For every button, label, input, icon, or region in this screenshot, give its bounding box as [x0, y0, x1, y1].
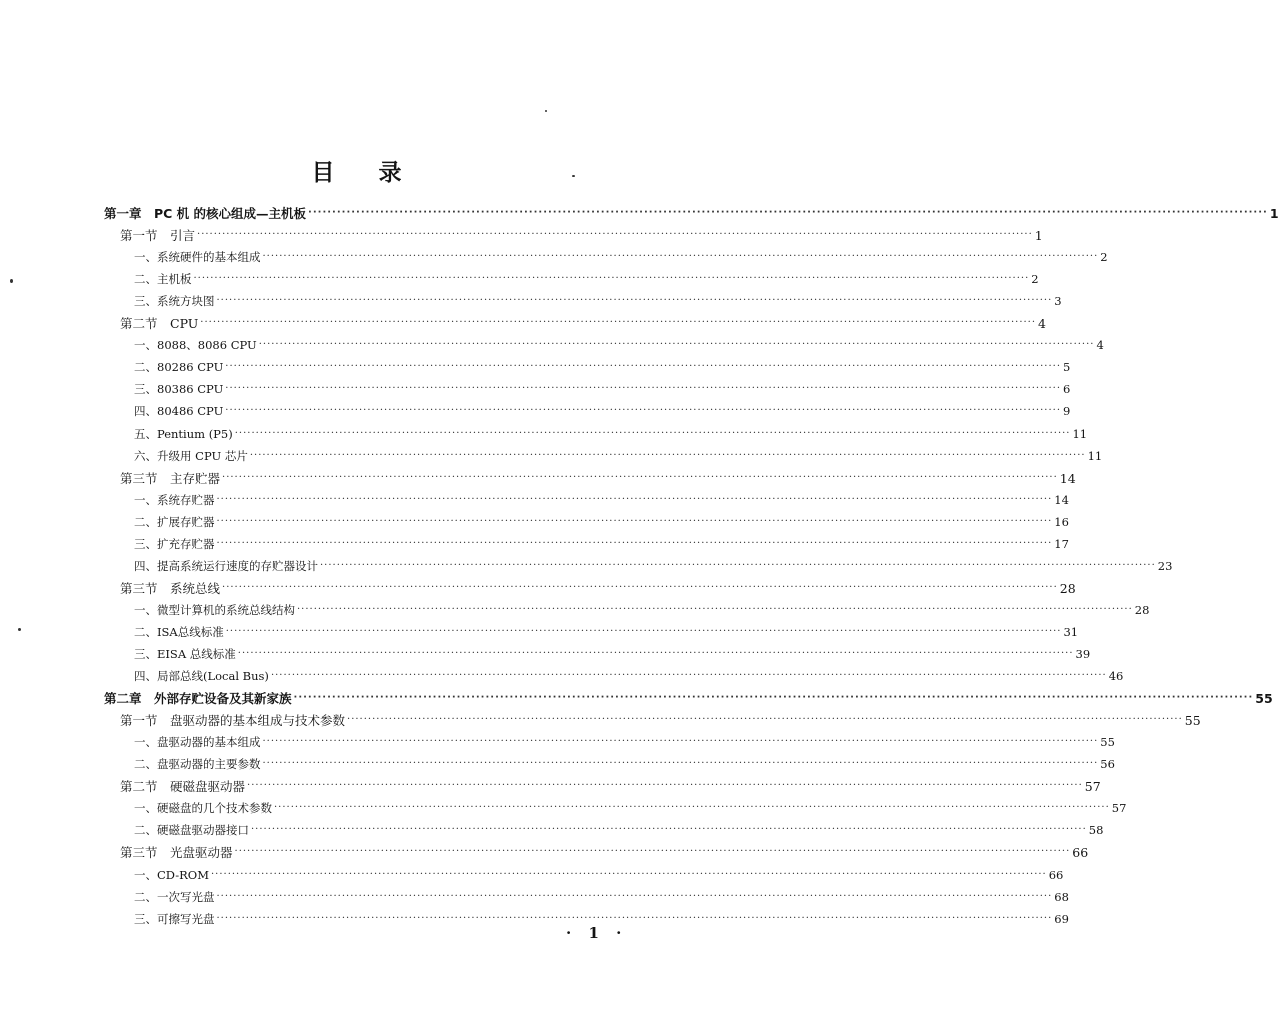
dot-leader: ········································································································································································································ [225, 405, 1062, 417]
toc-entry-label: 第二节 硬磁盘驱动器 [120, 779, 246, 795]
dot-leader: ········································································································································································································ [216, 537, 1053, 549]
dot-leader: ········································································································································································································ [234, 846, 1071, 858]
toc-entry-label: 第三节 系统总线 [120, 580, 221, 596]
dot-leader: ········································································································································································································ [216, 295, 1053, 307]
toc-entry-item [134, 243, 1108, 265]
toc-entry-item [134, 861, 1064, 883]
toc-entry-label: 一、盘驱动器的基本组成 [134, 735, 261, 750]
scan-speck [10, 279, 13, 283]
dot-leader: ········································································································································································································ [225, 625, 1062, 637]
toc-entry-chapter [104, 199, 1279, 221]
dot-leader: ········································································································································································································ [210, 868, 1047, 880]
dot-leader: ········································································································································································································ [297, 603, 1133, 615]
toc-entry-item [134, 331, 1104, 353]
toc-entry-item [134, 552, 1173, 574]
toc-entry-page: 66 [1072, 845, 1089, 861]
dot-leader: ········································································································································································································ [216, 493, 1053, 505]
dot-leader: ········································································································································································································ [234, 427, 1071, 439]
toc-entry-label: 第二章 外部存贮设备及其新家族 [104, 691, 292, 707]
toc-entry-item [134, 486, 1069, 508]
dot-leader: ········································································································································································································ [237, 648, 1074, 659]
toc-entry-page: 55 [1184, 713, 1201, 729]
toc-entry-page: 28 [1134, 602, 1150, 617]
scan-speck [545, 110, 547, 112]
toc-entry-chapter [104, 684, 1273, 707]
toc-entry-label: 三、80386 CPU [134, 382, 224, 397]
toc-entry-page: 55 [1100, 735, 1115, 750]
toc-entry-page: 66 [1048, 867, 1064, 882]
toc-entry-page: 2 [1031, 272, 1039, 287]
toc-entry-item [134, 530, 1069, 552]
toc-entry-label: 二、硬磁盘驱动器接口 [134, 823, 249, 838]
toc-entry-label: 三、可擦写光盘 [134, 911, 215, 926]
toc-entry-item [134, 883, 1069, 905]
toc-entry-page: 57 [1084, 779, 1101, 795]
toc-entry-label: 三、扩充存贮器 [134, 536, 215, 551]
toc-entry-page: 9 [1063, 404, 1071, 419]
dot-leader: ········································································································································································································ [320, 559, 1156, 571]
toc-entry-item [134, 397, 1071, 419]
toc-entry-item [134, 816, 1104, 838]
toc-entry-section [120, 221, 1043, 244]
toc-entry-item [134, 375, 1071, 397]
toc-entry-section [120, 309, 1046, 332]
toc-entry-page: 2 [1100, 250, 1108, 265]
toc-entry-page: 57 [1111, 801, 1127, 816]
scan-speck [572, 175, 575, 177]
toc-entry-section [120, 772, 1101, 795]
toc-entry-label: 第一节 引言 [120, 228, 196, 244]
toc-entry-label: 二、盘驱动器的主要参数 [134, 757, 261, 772]
toc-entry-item [134, 596, 1150, 618]
toc-entry-label: 二、主机板 [134, 272, 192, 287]
toc-entry-section [120, 838, 1089, 861]
dot-leader: ········································································································································································································ [308, 207, 1268, 218]
toc-entry-label: 第三节 主存贮器 [120, 470, 221, 486]
toc-entry-page: 68 [1054, 889, 1069, 904]
toc-entry-page: 16 [1054, 514, 1069, 529]
toc-entry-item [134, 640, 1091, 662]
toc-entry-item [134, 287, 1062, 309]
toc-entry-page: 69 [1054, 911, 1069, 926]
toc-entry-page: 17 [1054, 536, 1069, 551]
toc-entry-section [120, 464, 1076, 486]
toc-entry-item [134, 750, 1115, 772]
dot-leader: ········································································································································································································ [270, 670, 1107, 682]
dot-leader: ········································································································································································································ [293, 692, 1254, 704]
toc-entry-item [134, 905, 1069, 927]
toc-entry-label: 一、系统硬件的基本组成 [134, 250, 261, 265]
toc-entry-page: 5 [1063, 360, 1071, 375]
toc-entry-item [134, 728, 1115, 750]
toc-entry-label: 四、局部总线(Local Bus) [134, 669, 269, 684]
toc-entry-label: 五、Pentium (P5) [134, 426, 233, 441]
toc-entry-page: 46 [1108, 669, 1124, 684]
toc-entry-label: 一、硬磁盘的几个技术参数 [134, 801, 272, 816]
toc-entry-page: 3 [1054, 294, 1062, 309]
toc-entry-item [134, 662, 1124, 684]
toc-entry-label: 六、升级用 CPU 芯片 [134, 448, 248, 463]
toc-entry-page: 39 [1075, 647, 1091, 661]
toc-entry-page: 6 [1063, 382, 1071, 397]
toc-entry-label: 第一节 盘驱动器的基本组成与技术参数 [120, 713, 346, 729]
toc-entry-label: 二、ISA总线标准 [134, 624, 224, 639]
toc-entry-label: 第二节 CPU [120, 316, 199, 332]
toc-entry-item [134, 794, 1127, 816]
dot-leader: ········································································································································································································ [216, 912, 1053, 924]
toc-entry-label: 一、系统存贮器 [134, 492, 215, 507]
dot-leader: ········································································································································································································ [225, 383, 1062, 395]
dot-leader: ········································································································································································································ [258, 339, 1095, 351]
toc-entry-label: 四、提高系统运行速度的存贮器设计 [134, 558, 318, 573]
toc-entry-page: 55 [1255, 691, 1273, 707]
scan-speck [18, 628, 21, 631]
toc-entry-label: 四、80486 CPU [134, 404, 224, 419]
toc-entry-label: 一、微型计算机的系统总线结构 [134, 602, 295, 617]
toc-entry-item [134, 420, 1088, 442]
toc-entry-page: 23 [1157, 558, 1173, 573]
dot-leader: ········································································································································································································ [222, 581, 1058, 593]
toc-entry-section [120, 706, 1201, 729]
dot-leader: ········································································································································································································ [274, 802, 1110, 814]
toc-entry-page: 58 [1088, 823, 1104, 838]
toc-entry-page: 14 [1059, 470, 1076, 486]
dot-leader: ········································································································································································································ [347, 714, 1183, 726]
title-char-2: 录 [378, 160, 402, 186]
page-number-footer: · 1 · [566, 924, 628, 942]
page-title [0, 154, 713, 187]
toc-entry-page: 11 [1072, 426, 1088, 441]
toc-entry-page: 4 [1038, 316, 1046, 332]
toc-entry-page: 28 [1059, 580, 1076, 596]
dot-leader: ········································································································································································································ [225, 361, 1062, 373]
toc-entry-label: 一、CD-ROM [134, 867, 209, 882]
toc-entry-item [134, 442, 1103, 464]
toc-entry-label: 三、系统方块图 [134, 294, 215, 309]
dot-leader: ········································································································································································································ [222, 471, 1058, 483]
toc-entry-item [134, 265, 1039, 287]
toc-entry-label: 二、扩展存贮器 [134, 514, 215, 529]
toc-entry-item [134, 353, 1071, 375]
dot-leader: ········································································································································································································ [193, 273, 1030, 285]
toc-entry-page: 1 [1269, 206, 1279, 221]
dot-leader: ········································································································································································································ [249, 449, 1086, 461]
toc-entry-label: 第三节 光盘驱动器 [120, 845, 233, 861]
toc-entry-section [120, 574, 1076, 596]
dot-leader: ········································································································································································································ [197, 229, 1033, 241]
toc-entry-label: 二、80286 CPU [134, 360, 224, 375]
toc-entry-page: 56 [1100, 757, 1115, 772]
toc-entry-label: 第一章 PC 机 的核心组成—主机板 [104, 206, 307, 221]
toc-entry-page: 14 [1054, 492, 1069, 507]
toc-entry-page: 4 [1096, 338, 1104, 353]
toc-entry-item [134, 508, 1069, 530]
dot-leader: ········································································································································································································ [262, 251, 1099, 263]
title-char-1: 目 [311, 160, 335, 186]
toc-entry-label: 三、EISA 总线标准 [134, 647, 236, 661]
toc-entry-label: 二、一次写光盘 [134, 889, 215, 904]
dot-leader: ········································································································································································································ [262, 736, 1099, 748]
toc-entry-page: 1 [1034, 228, 1043, 244]
dot-leader: ········································································································································································································ [262, 758, 1099, 770]
dot-leader: ········································································································································································································ [200, 317, 1037, 329]
dot-leader: ········································································································································································································ [216, 890, 1053, 902]
toc-entry-page: 11 [1087, 448, 1103, 463]
toc-entry-item [134, 618, 1079, 640]
dot-leader: ········································································································································································································ [251, 824, 1087, 836]
toc-entry-label: 一、8088、8086 CPU [134, 338, 257, 353]
toc-entry-page: 31 [1063, 624, 1079, 639]
dot-leader: ········································································································································································································ [247, 780, 1083, 792]
dot-leader: ········································································································································································································ [216, 515, 1053, 527]
